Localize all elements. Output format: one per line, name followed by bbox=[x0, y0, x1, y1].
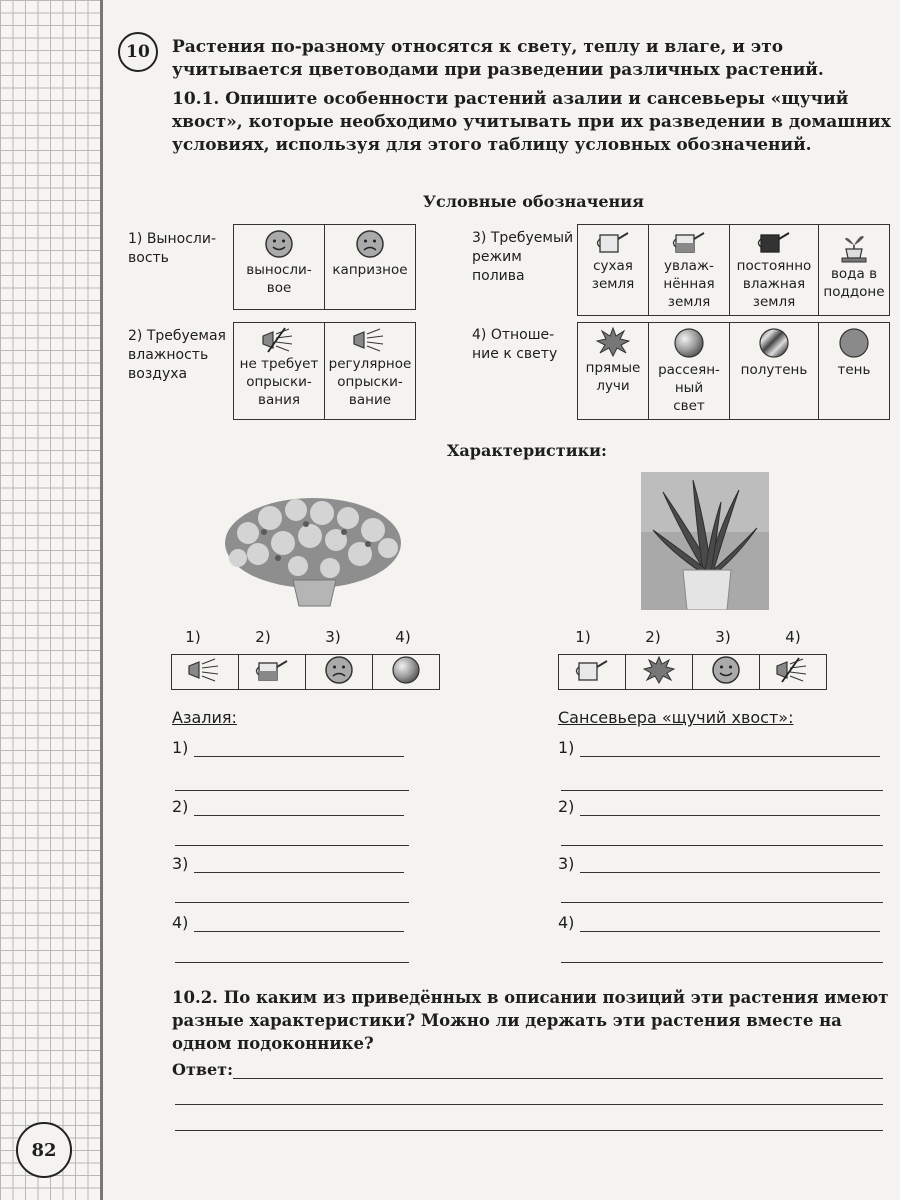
azalea-answer-2-number: 2) bbox=[172, 797, 189, 816]
azalea-cell-2 bbox=[239, 655, 306, 690]
legend-text-moist-soil: увлаж- нённая земля bbox=[663, 258, 715, 310]
azalea-header-4: 4) bbox=[395, 628, 411, 646]
legend-table-endurance bbox=[233, 224, 416, 310]
shade-icon bbox=[838, 327, 870, 359]
azalea-answer-1[interactable] bbox=[172, 738, 404, 757]
sansevieria-answer-3-line[interactable] bbox=[580, 856, 880, 873]
intro-text: Растения по-разному относятся к свету, теплу и влаге, и это учитывается цветоводами при разведении различных растений. bbox=[172, 37, 824, 80]
question-10-2 bbox=[172, 986, 892, 1055]
azalea-answer-3-number: 3) bbox=[172, 854, 189, 873]
sansevieria-icon-table bbox=[558, 654, 827, 690]
sansevieria-header-2: 2) bbox=[645, 628, 661, 646]
sansevieria-photo bbox=[641, 472, 769, 610]
sansevieria-answer-4[interactable] bbox=[558, 913, 880, 932]
graph-paper-margin bbox=[0, 0, 100, 1200]
azalea-header-2: 2) bbox=[255, 628, 271, 646]
azalea-extra-line-4[interactable] bbox=[175, 962, 409, 963]
sansevieria-answer-3-number: 3) bbox=[558, 854, 575, 873]
sansevieria-answer-2-number: 2) bbox=[558, 797, 575, 816]
no-spray-icon bbox=[773, 657, 813, 683]
sansevieria-cell-1 bbox=[559, 655, 626, 690]
legend-text-hardy: выносли- вое bbox=[246, 262, 312, 296]
legend-text-no-spray: не требует опрыски- вания bbox=[239, 356, 319, 408]
legend-item-diffused-light bbox=[649, 323, 730, 420]
question-10-2-number: 10.2. bbox=[172, 988, 218, 1007]
legend-item-capricious bbox=[325, 225, 416, 310]
legend-label-humidity: 2) Требуемая влажность воздуха bbox=[128, 328, 226, 382]
workbook-page bbox=[103, 0, 900, 1200]
legend-item-hardy bbox=[234, 225, 325, 310]
answer-label: Ответ: bbox=[172, 1060, 233, 1079]
sansevieria-answer-1[interactable] bbox=[558, 738, 880, 757]
watering-can-dry-icon bbox=[574, 657, 610, 683]
azalea-answer-2-line[interactable] bbox=[194, 799, 404, 816]
legend-item-dry-soil bbox=[578, 225, 649, 316]
sansevieria-answer-3[interactable] bbox=[558, 854, 880, 873]
sansevieria-column-headers bbox=[548, 628, 828, 646]
watering-can-wet-icon bbox=[756, 229, 792, 255]
sad-face-icon bbox=[324, 655, 354, 685]
azalea-icon-table bbox=[171, 654, 440, 690]
sansevieria-header-3: 3) bbox=[715, 628, 731, 646]
azalea-header-1: 1) bbox=[185, 628, 201, 646]
azalea-extra-line-3[interactable] bbox=[175, 902, 409, 903]
sansevieria-answer-4-line[interactable] bbox=[580, 915, 880, 932]
sansevieria-answer-2-line[interactable] bbox=[580, 799, 880, 816]
legend-item-shade bbox=[819, 323, 890, 420]
legend-label-endurance: 1) Выносли- вость bbox=[128, 231, 216, 266]
direct-sun-icon bbox=[643, 656, 675, 684]
answer-line-2[interactable] bbox=[175, 1104, 883, 1105]
sansevieria-extra-line-4[interactable] bbox=[561, 962, 883, 963]
legend-text-wet-soil: постоянно влажная земля bbox=[736, 258, 812, 310]
legend-text-partial-shade: полутень bbox=[740, 362, 808, 378]
legend-text-diffused-light: рассеян- ный свет bbox=[658, 362, 720, 414]
watering-can-moist-icon bbox=[671, 229, 707, 255]
sansevieria-cell-3 bbox=[693, 655, 760, 690]
legend-item-tray-water bbox=[819, 225, 890, 316]
legend-table-light bbox=[577, 322, 890, 420]
azalea-label: Азалия: bbox=[172, 708, 237, 727]
smiling-face-icon bbox=[711, 655, 741, 685]
azalea-answer-4-line[interactable] bbox=[194, 915, 404, 932]
azalea-cell-1 bbox=[172, 655, 239, 690]
legend-text-shade: тень bbox=[837, 362, 871, 378]
sansevieria-answer-1-line[interactable] bbox=[580, 740, 880, 757]
watering-can-dry-icon bbox=[595, 229, 631, 255]
question-10-1 bbox=[172, 88, 892, 157]
sansevieria-answer-2[interactable] bbox=[558, 797, 880, 816]
sansevieria-extra-line-2[interactable] bbox=[561, 845, 883, 846]
azalea-cell-4 bbox=[373, 655, 440, 690]
sansevieria-header-4: 4) bbox=[785, 628, 801, 646]
legend-title: Условные обозначения bbox=[423, 192, 644, 211]
sad-face-icon bbox=[355, 229, 385, 259]
legend-label-watering: 3) Требуемый режим полива bbox=[472, 230, 574, 284]
legend-table-humidity bbox=[233, 322, 416, 420]
legend-text-direct-sun: прямые лучи bbox=[585, 360, 641, 394]
spray-icon bbox=[350, 327, 390, 353]
azalea-photo bbox=[218, 488, 408, 608]
legend-item-spray bbox=[325, 323, 416, 420]
diffused-light-icon bbox=[391, 655, 421, 685]
diffused-light-icon bbox=[673, 327, 705, 359]
question-10-2-text: По каким из приведённых в описании позиций эти растения имеют разные характеристики? Можно ли держать эти растения вместе на одном подоконнике? bbox=[172, 988, 889, 1053]
smiling-face-icon bbox=[264, 229, 294, 259]
pot-in-tray-icon bbox=[837, 229, 871, 263]
sansevieria-label: Сансевьера «щучий хвост»: bbox=[558, 708, 794, 727]
azalea-cell-3 bbox=[306, 655, 373, 690]
azalea-answer-1-line[interactable] bbox=[194, 740, 404, 757]
page-number: 82 bbox=[16, 1122, 72, 1178]
azalea-answer-1-number: 1) bbox=[172, 738, 189, 757]
watering-can-moist-icon bbox=[254, 657, 290, 683]
azalea-answer-3-line[interactable] bbox=[194, 856, 404, 873]
legend-table-watering bbox=[577, 224, 890, 316]
question-10-1-number: 10.1. bbox=[172, 89, 220, 109]
azalea-answer-4[interactable] bbox=[172, 913, 404, 932]
sansevieria-cell-4 bbox=[760, 655, 827, 690]
azalea-answer-3[interactable] bbox=[172, 854, 404, 873]
legend-item-moist-soil bbox=[649, 225, 730, 316]
legend-item-no-spray bbox=[234, 323, 325, 420]
legend-text-tray-water: вода в поддоне bbox=[823, 266, 885, 300]
legend-item-direct-sun bbox=[578, 323, 649, 420]
direct-sun-icon bbox=[596, 327, 630, 357]
question-10-1-text: Опишите особенности растений азалии и сансевьеры «щучий хвост», которые необходимо учитывать при их разведении в домашних условиях, используя для этого таблицу условных обозначений. bbox=[172, 89, 891, 155]
azalea-extra-line-2[interactable] bbox=[175, 845, 409, 846]
spray-icon bbox=[185, 657, 225, 683]
answer-line-3[interactable] bbox=[175, 1130, 883, 1131]
task-intro bbox=[172, 36, 892, 157]
no-spray-icon bbox=[259, 327, 299, 353]
azalea-answer-2[interactable] bbox=[172, 797, 404, 816]
sansevieria-header-1: 1) bbox=[575, 628, 591, 646]
task-number-badge: 10 bbox=[118, 32, 158, 72]
azalea-answer-4-number: 4) bbox=[172, 913, 189, 932]
azalea-header-3: 3) bbox=[325, 628, 341, 646]
legend-item-wet-soil bbox=[730, 225, 819, 316]
azalea-extra-line-1[interactable] bbox=[175, 790, 409, 791]
sansevieria-answer-1-number: 1) bbox=[558, 738, 575, 757]
sansevieria-extra-line-1[interactable] bbox=[561, 790, 883, 791]
sansevieria-cell-2 bbox=[626, 655, 693, 690]
partial-shade-icon bbox=[758, 327, 790, 359]
legend-text-capricious: капризное bbox=[332, 262, 408, 278]
sansevieria-answer-4-number: 4) bbox=[558, 913, 575, 932]
sansevieria-extra-line-3[interactable] bbox=[561, 902, 883, 903]
answer-line-1[interactable] bbox=[233, 1078, 883, 1079]
legend-label-light: 4) Отноше- ние к свету bbox=[472, 327, 558, 362]
characteristics-title: Характеристики: bbox=[447, 441, 607, 460]
legend-item-partial-shade bbox=[730, 323, 819, 420]
legend-text-dry-soil: сухая земля bbox=[591, 258, 635, 292]
legend-text-spray: регулярное опрыски- вание bbox=[328, 356, 412, 408]
azalea-column-headers bbox=[158, 628, 438, 646]
